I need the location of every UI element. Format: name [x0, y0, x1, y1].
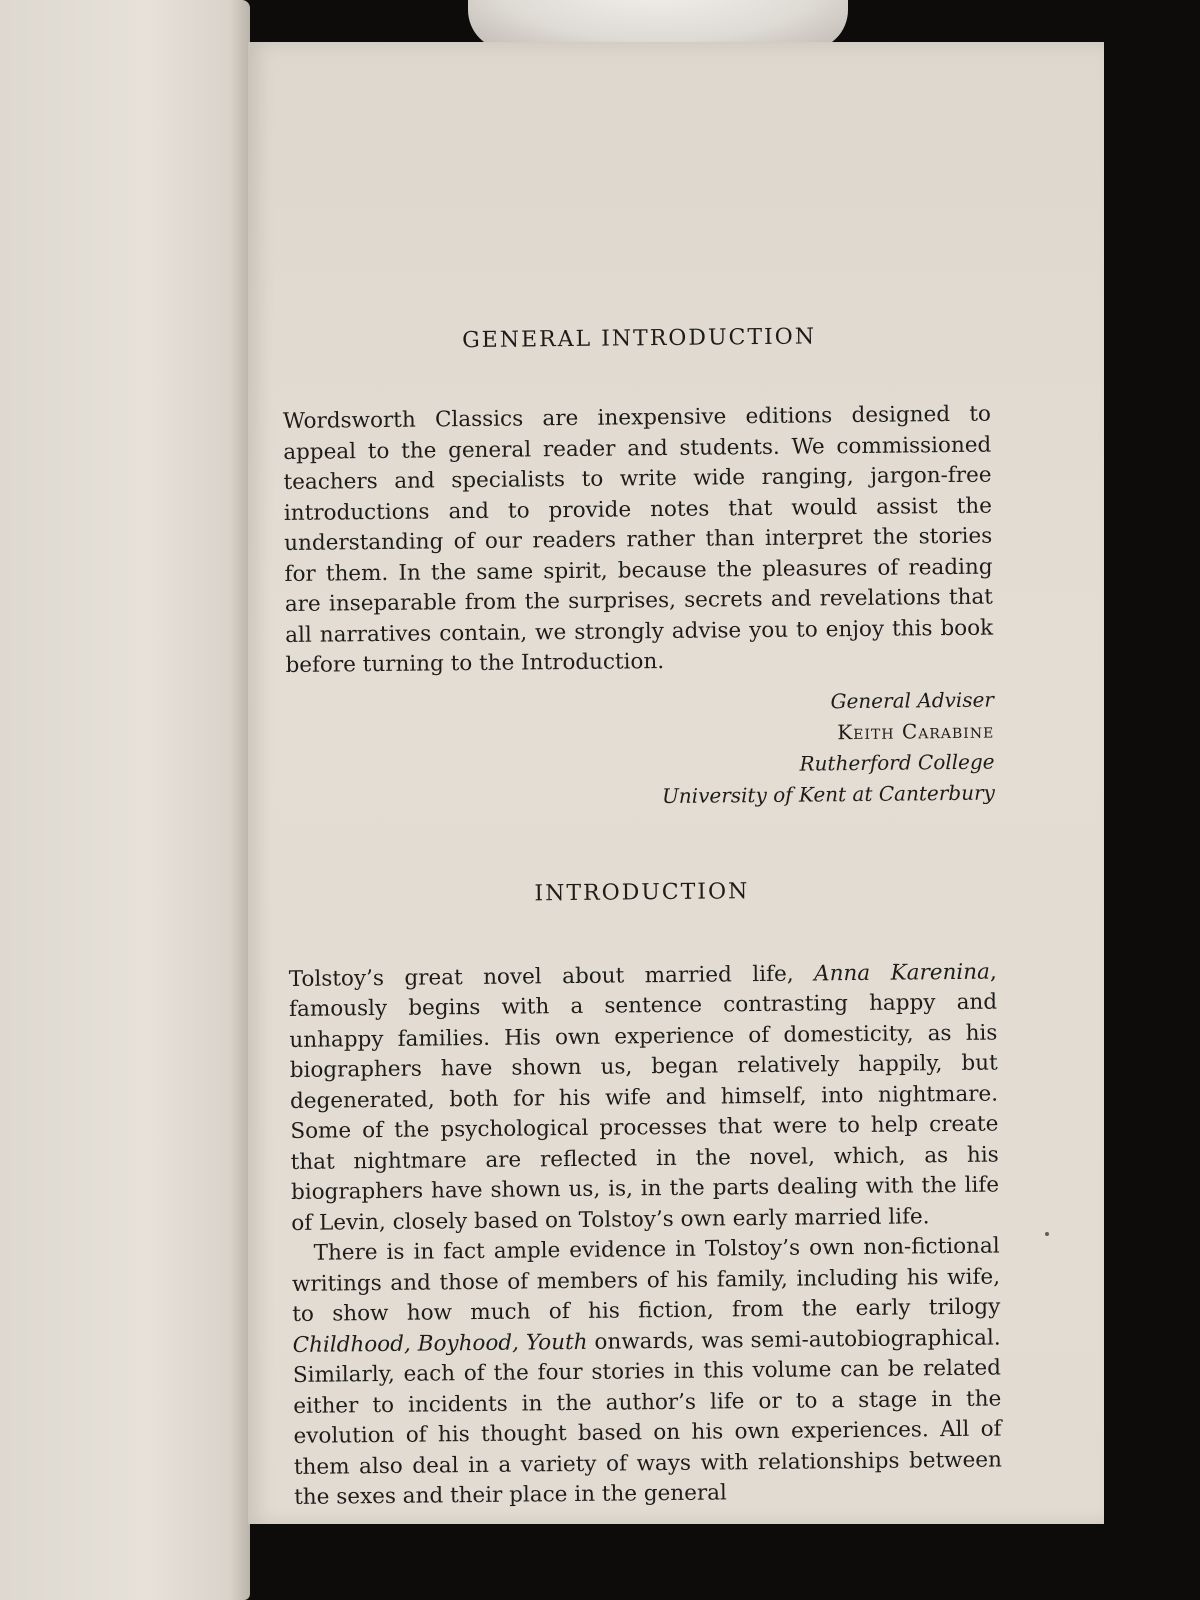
p2-text-end: onwards, was semi-autobiographical. Similarly, each of the four stories in this volume can be related either to incidents in the author’s life or to a stage in the evolution of his thought based on his own experiences. All of them also deal in a variety of ways with relationships between the sexes and their place in the general [292, 1325, 1002, 1510]
page-speck [1045, 1232, 1049, 1236]
signature-block [286, 684, 995, 815]
adviser-university: University of Kent at Canterbury [661, 780, 996, 808]
p1-text-start: Tolstoy’s great novel about married life, [288, 960, 815, 992]
introduction-paragraph-2 [292, 1232, 1003, 1514]
p2-text-start: There is in fact ample evidence in Tolstoy’s own non-fictional writings and those of members of his family, including his wife, to show how much of his fiction, from the early trilogy [291, 1233, 1001, 1327]
adviser-name: Keith Carabine [837, 718, 995, 744]
p2-book-title: Childhood, Boyhood, Youth [292, 1329, 588, 1358]
general-introduction-paragraph: Wordsworth Classics are inexpensive editions designed to appeal to the general reader and students. We commissioned teachers and specialists to write wide ranging, jargon-free introductions and to provide notes that would assist the understanding of our readers rather than interpret the stories for them. In the same spirit, because the pleasures of reading are inseparable from the surprises, secrets and revelations that all narratives contain, we strongly advise you to enjoy this book before turning to the Introduction. [282, 401, 994, 678]
page-text [282, 323, 1002, 1514]
introduction-heading: INTRODUCTION [534, 878, 750, 906]
adviser-college: Rutherford College [799, 749, 995, 776]
general-introduction-heading: GENERAL INTRODUCTION [462, 324, 817, 354]
p1-book-title: Anna Karenina [813, 959, 991, 986]
p1-text-end: , famously begins with a sentence contrasting happy and unhappy families. His own experience of domesticity, as his biographers have shown us, began relatively happily, but degenerated, both for his wife and himself, into nightmare. Some of the psychological processes that were to help create that nightmare are reflected in the novel, which, as his biographers have shown us, is, in the parts dealing with the life of Levin, closely based on Tolstoy’s own early married life. [288, 959, 1000, 1236]
introduction-paragraph-1 [289, 957, 1000, 1239]
adviser-role: General Adviser [830, 687, 995, 713]
left-page [0, 0, 250, 1600]
